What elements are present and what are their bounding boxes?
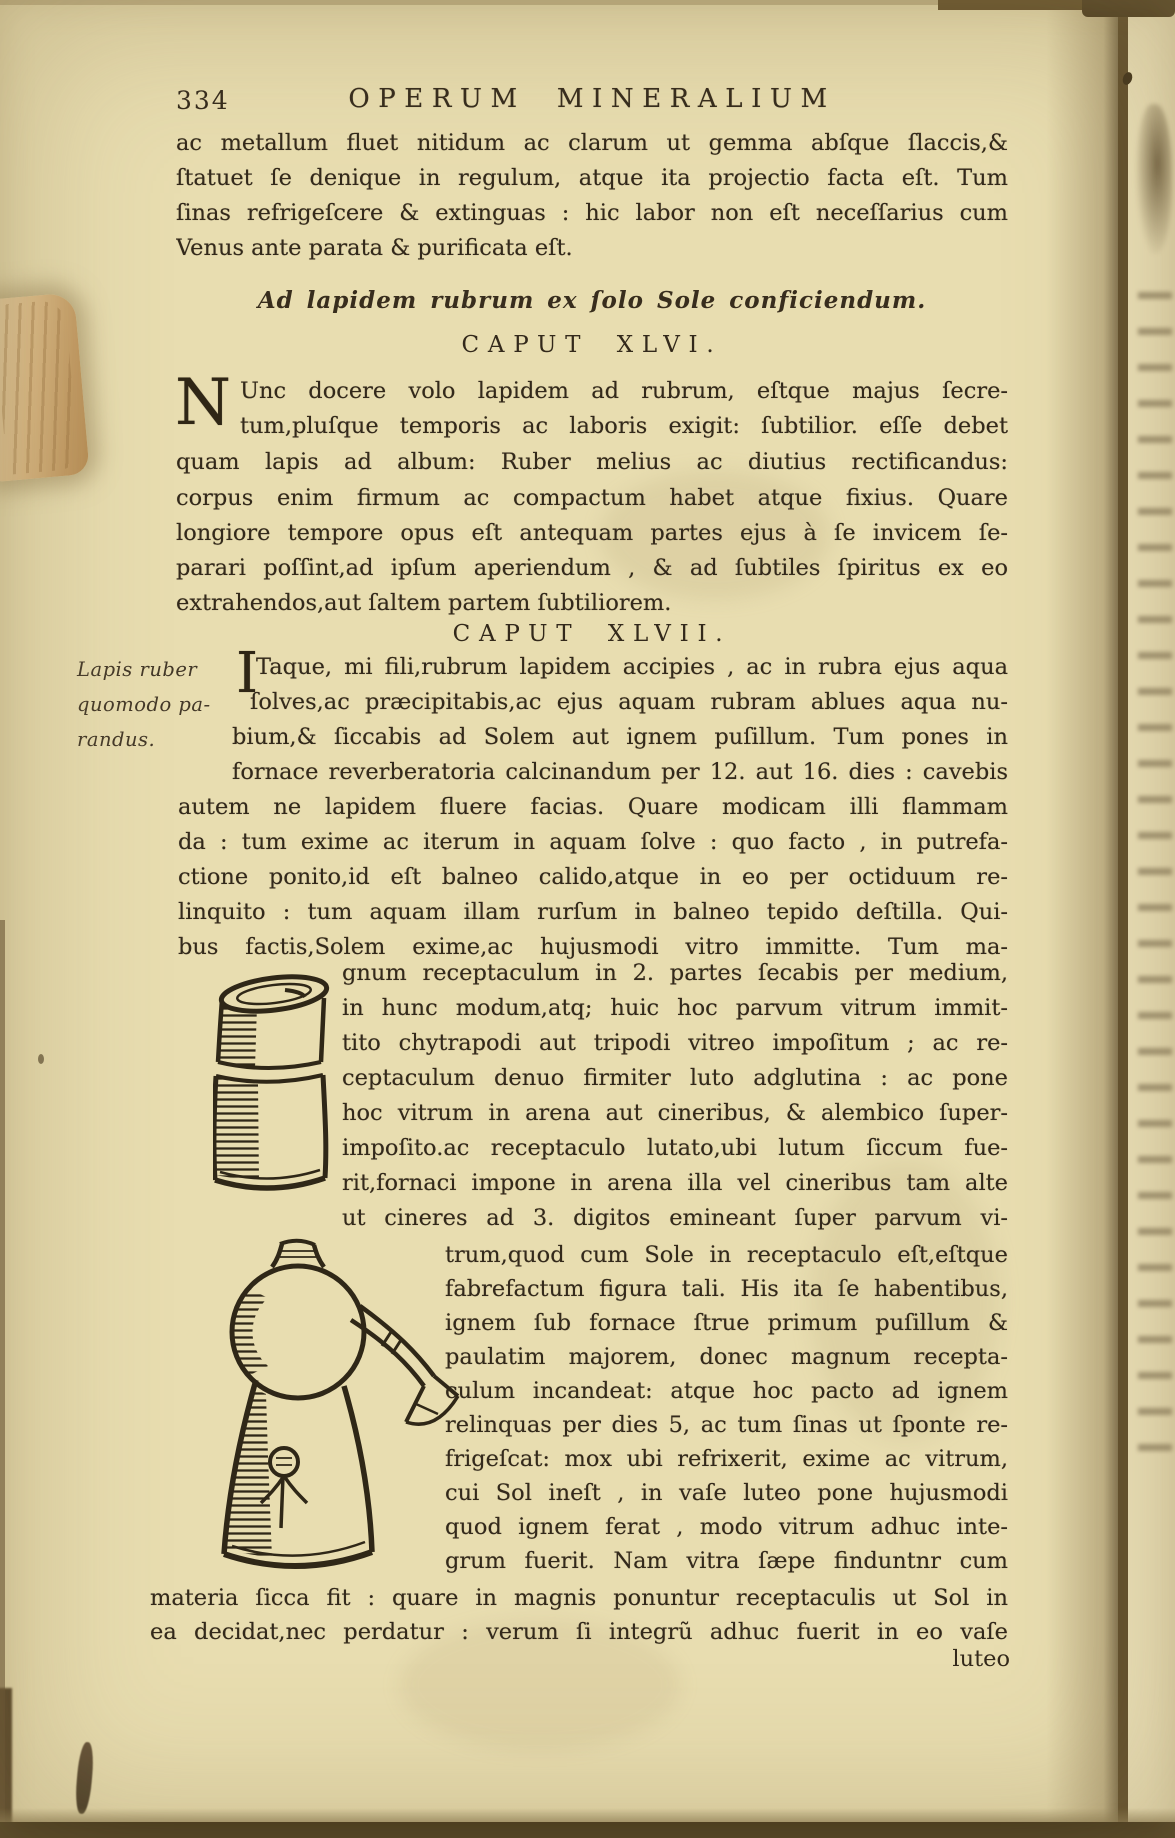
text-line: frigeſcat: mox ubi refrixerit, exime ac vitrum, (445, 1446, 1008, 1472)
text-line: ſolves,ac præcipitabis,ac ejus aquam rubram ablues aqua nu- (250, 689, 1008, 715)
woodcut-receptaculum-two-parts-icon (213, 970, 335, 1208)
text-line: ac metallum fluet nitidum ac clarum ut gemma abſque ſlaccis,& (176, 130, 1008, 156)
scan-left-edge (0, 920, 5, 1838)
text-line: tum,pluſque temporis ac laboris exigit: ſubtilior. eſſe debet (240, 413, 1008, 439)
running-header: OPERUM MINERALIUM (348, 84, 836, 114)
text-line: quam lapis ad album: Ruber melius ac diutius rectificandus: (176, 449, 1008, 475)
text-line: hoc vitrum in arena aut cineribus, & alembico ſuper- (342, 1100, 1008, 1126)
text-line: tito chytrapodi aut tripodi vitreo impoſitum ; ac re- (342, 1030, 1008, 1056)
text-line: ceptaculum denuo firmiter luto adglutina : ac pone (342, 1065, 1008, 1091)
text-line: ut cineres ad 3. digitos emineant ſuper parvum vi- (342, 1205, 1008, 1231)
margin-note: Lapis ruber (77, 658, 198, 681)
text-line: fornace reverberatoria calcinandum per 12. aut 16. dies : cavebis (232, 759, 1008, 785)
text-line: longiore tempore opus eſt antequam partes ejus à ſe invicem ſe- (176, 520, 1008, 546)
text-line: cui Sol ineſt , in vaſe luteo pone hujusmodi (445, 1480, 1008, 1506)
dropcap-n: N (175, 366, 231, 440)
text-line: impoſito.ac receptaculo lutato,ubi lutum ſiccum fue- (342, 1135, 1008, 1161)
scan-top-corner-dark (1082, 0, 1175, 17)
woodcut-alembic-furnace-icon (210, 1236, 472, 1584)
text-line: culum incandeat: atque hoc pacto ad ignem (445, 1378, 1008, 1404)
text-line: Venus ante parata & purificata eſt. (176, 235, 573, 261)
text-line: parari poſſint,ad ipſum aperiendum , & ad ſubtiles ſpiritus ex eo (176, 555, 1008, 581)
text-line: fabrefactum figura tali. His ita ſe habentibus, (445, 1276, 1008, 1302)
dropcap-i: I (236, 641, 259, 706)
ink-speck (38, 1054, 44, 1064)
text-line: bus factis,Solem exime,ac hujusmodi vitro immitte. Tum ma- (178, 934, 1008, 960)
chapter-subtitle: Ad lapidem rubrum ex ſolo Sole conficiendum. (257, 287, 927, 314)
text-line: Taque, mi fili,rubrum lapidem accipies , ac in rubra ejus aqua (256, 654, 1008, 680)
text-line: extrahendos,aut ſaltem partem ſubtiliorem. (176, 590, 672, 616)
page-number: 334 (176, 86, 230, 115)
text-line: linquito : tum aquam illam rurſum in balneo tepido deſtilla. Qui- (178, 899, 1008, 925)
caput-xlvii-heading: CAPUT XLVII. (452, 621, 732, 647)
text-line: in hunc modum,atq; huic hoc parvum vitrum immit- (342, 995, 1008, 1021)
text-line: gnum receptaculum in 2. partes ſecabis per medium, (342, 960, 1008, 986)
text-line: rit,fornaci impone in arena illa vel cineribus tam alte (342, 1170, 1008, 1196)
wood-grain-texture (0, 299, 79, 475)
text-line: materia ſicca fit : quare in magnis ponuntur receptaculis ut Sol in (150, 1585, 1008, 1611)
page-gutter-shadow (1046, 0, 1128, 1838)
text-line: ſtatuet ſe denique in regulum, atque ita projectio facta eſt. Tum (176, 165, 1008, 191)
text-line: autem ne lapidem fluere facias. Quare modicam illi flammam (178, 794, 1008, 820)
scan-bottom-edge (0, 1822, 1175, 1838)
text-line: paulatim majorem, donec magnum recepta- (445, 1344, 1008, 1370)
ink-smudge (74, 1741, 95, 1814)
text-line: ſinas refrigeſcere & extinguas : hic labor non eſt neceſſarius cum (176, 200, 1008, 226)
text-line: bium,& ſiccabis ad Solem aut ignem puſillum. Tum pones in (232, 724, 1008, 750)
adjacent-page-woodcut-bleed (1136, 104, 1172, 254)
text-line: ea decidat,nec perdatur : verum ſi integrũ adhuc fuerit in eo vaſe (150, 1619, 1008, 1645)
text-line: da : tum exime ac iterum in aquam ſolve : quo facto , in putrefa- (178, 829, 1008, 855)
page-gutter-line (1118, 0, 1128, 1838)
text-line: ignem ſub fornace ſtrue primum puſillum & (445, 1310, 1008, 1336)
margin-note: randus. (77, 728, 156, 751)
caput-xlvi-heading: CAPUT XLVI. (461, 332, 723, 358)
text-line: corpus enim firmum ac compactum habet atque fixius. Quare (176, 485, 1008, 511)
text-line: ctione ponito,id eſt balneo calido,atque in eo per octiduum re- (178, 864, 1008, 890)
text-line: Unc docere volo lapidem ad rubrum, eſtque majus ſecre- (240, 378, 1008, 404)
text-line: relinquas per dies 5, ac tum ſinas ut ſponte re- (445, 1412, 1008, 1438)
adjacent-page-edge (1128, 0, 1175, 1838)
text-line: grum fuerit. Nam vitra ſæpe finduntnr cum (445, 1548, 1008, 1574)
margin-note: quomodo pa- (77, 693, 211, 716)
adjacent-page-text-bleed (1138, 292, 1172, 1452)
catchword: luteo (952, 1646, 1010, 1672)
wooden-bookmark-tab (0, 292, 90, 481)
text-line: trum,quod cum Sole in receptaculo eſt,eſtque (445, 1242, 1008, 1268)
text-line: quod ignem ferat , modo vitrum adhuc inte- (445, 1514, 1008, 1540)
